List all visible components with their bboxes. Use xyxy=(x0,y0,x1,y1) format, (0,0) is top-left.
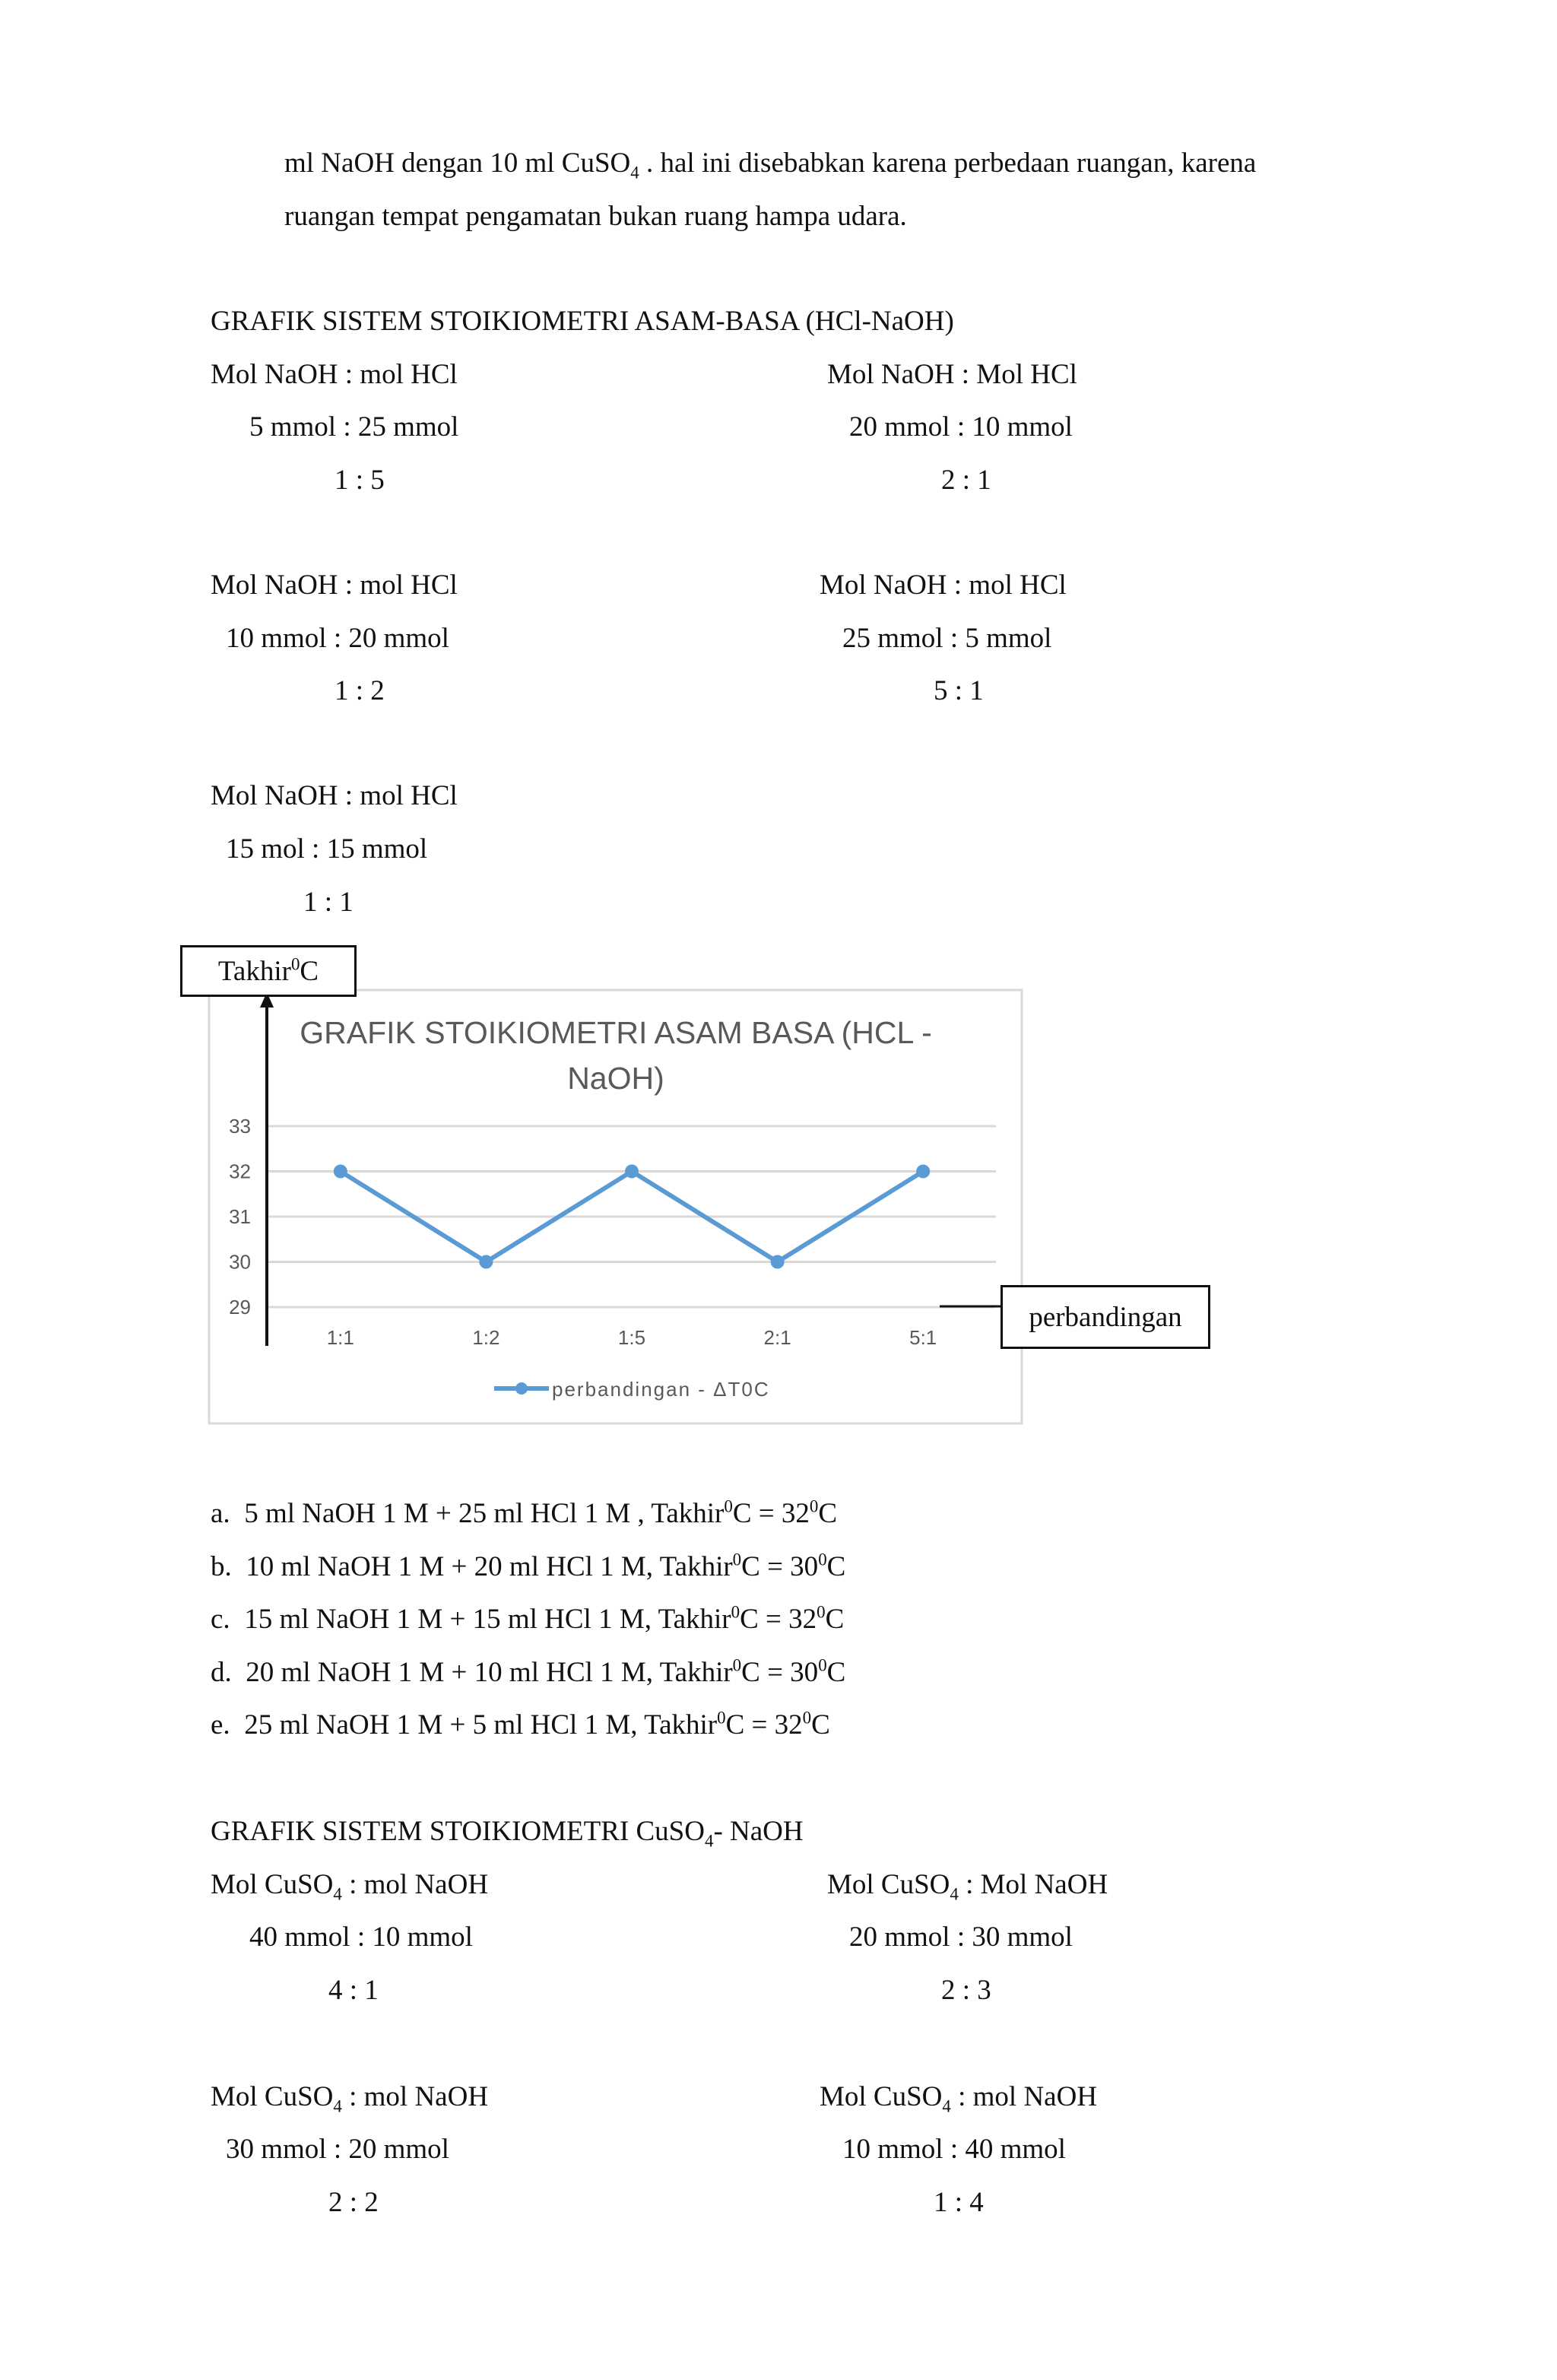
x-tick-label: 5:1 xyxy=(909,1326,937,1349)
y-tick-label: 31 xyxy=(229,1205,251,1228)
y-tick-label: 29 xyxy=(229,1296,251,1319)
ratio-heading: Mol CuSO$_4$ : mol NaOH xyxy=(211,1869,489,1904)
section-title-cuso4-naoh: GRAFIK SISTEM STOIKIOMETRI CuSO$_4$- NaOH xyxy=(211,1816,804,1851)
x-tick-label: 1:5 xyxy=(617,1326,646,1349)
data-point xyxy=(334,1165,347,1179)
ratio-value: 4 : 1 xyxy=(328,1975,379,2006)
chart-frame xyxy=(209,990,1022,1423)
ratio-amounts: 10 mmol : 20 mmol xyxy=(226,623,449,654)
x-axis-callout-box xyxy=(1000,1285,1210,1349)
legend-swatch-marker xyxy=(515,1382,528,1395)
y-axis-callout-label: Takhir$^0$C xyxy=(217,954,319,987)
legend-label: perbandingan - ΔT0C xyxy=(552,1378,770,1401)
ratio-value: 1 : 1 xyxy=(303,887,354,918)
ratio-value: 2 : 1 xyxy=(941,465,991,496)
x-tick-label: 1:2 xyxy=(472,1326,500,1349)
x-tick-label: 1:1 xyxy=(326,1326,354,1349)
result-item-d: d. 20 ml NaOH 1 M + 10 ml HCl 1 M, Takhir$^0$C = $30^0C$ xyxy=(211,1655,846,1688)
intro-line-2: ruangan tempat pengamatan bukan ruang hampa udara. xyxy=(284,201,907,232)
ratio-value: 2 : 3 xyxy=(941,1975,991,2006)
result-item-c: c. 15 ml NaOH 1 M + 15 ml HCl 1 M, Takhir$^0$C = $32^0C$ xyxy=(211,1602,845,1635)
chart-title: GRAFIK STOIKIOMETRI ASAM BASA (HCL - xyxy=(300,1015,932,1050)
result-item-e: e. 25 ml NaOH 1 M + 5 ml HCl 1 M, Takhir$^0$C = $32^0C$ xyxy=(211,1708,830,1741)
ratio-value: 1 : 4 xyxy=(934,2187,984,2218)
ratio-heading: Mol CuSO$_4$ : Mol NaOH xyxy=(827,1869,1108,1904)
ratio-heading: Mol NaOH : mol HCl xyxy=(820,570,1067,601)
y-tick-label: 32 xyxy=(229,1160,251,1183)
ratio-heading: Mol CuSO$_4$ : mol NaOH xyxy=(820,2081,1098,2116)
ratio-value: 5 : 1 xyxy=(934,675,984,706)
result-item-b: b. 10 ml NaOH 1 M + 20 ml HCl 1 M, Takhir$^0$C = $30^0C$ xyxy=(211,1550,846,1582)
ratio-heading: Mol NaOH : mol HCl xyxy=(211,780,458,811)
data-point xyxy=(479,1255,493,1269)
ratio-heading: Mol NaOH : Mol HCl xyxy=(827,359,1077,390)
intro-line-1: ml NaOH dengan 10 ml CuSO$_4$ . hal ini disebabkan karena perbedaan ruangan, karena xyxy=(284,148,1257,182)
ratio-amounts: 20 mmol : 10 mmol xyxy=(849,411,1073,443)
ratio-amounts: 20 mmol : 30 mmol xyxy=(849,1921,1073,1953)
data-point xyxy=(916,1165,930,1179)
ratio-value: 1 : 5 xyxy=(335,465,385,496)
x-tick-label: 2:1 xyxy=(763,1326,791,1349)
y-tick-label: 30 xyxy=(229,1250,251,1274)
ratio-amounts: 25 mmol : 5 mmol xyxy=(842,623,1052,654)
ratio-amounts: 15 mol : 15 mmol xyxy=(226,833,428,865)
ratio-heading: Mol CuSO$_4$ : mol NaOH xyxy=(211,2081,489,2116)
x-axis-callout-label: perbandingan xyxy=(1029,1301,1182,1333)
result-item-a: a. 5 ml NaOH 1 M + 25 ml HCl 1 M , Takhir$^0$C = $32^0C$ xyxy=(211,1496,838,1529)
ratio-amounts: 30 mmol : 20 mmol xyxy=(226,2134,449,2165)
ratio-value: 2 : 2 xyxy=(328,2187,379,2218)
ratio-amounts: 5 mmol : 25 mmol xyxy=(249,411,459,443)
data-point xyxy=(771,1255,785,1269)
data-point xyxy=(625,1165,639,1179)
ratio-amounts: 10 mmol : 40 mmol xyxy=(842,2134,1066,2165)
ratio-value: 1 : 2 xyxy=(335,675,385,706)
section-title-hcl-naoh: GRAFIK SISTEM STOIKIOMETRI ASAM-BASA (HCl-NaOH) xyxy=(211,306,954,337)
ratio-heading: Mol NaOH : mol HCl xyxy=(211,359,458,390)
ratio-heading: Mol NaOH : mol HCl xyxy=(211,570,458,601)
y-tick-label: 33 xyxy=(229,1115,251,1138)
y-axis-callout-box xyxy=(180,945,357,997)
ratio-amounts: 40 mmol : 10 mmol xyxy=(249,1921,473,1953)
chart-title-line-2: NaOH) xyxy=(567,1061,664,1096)
